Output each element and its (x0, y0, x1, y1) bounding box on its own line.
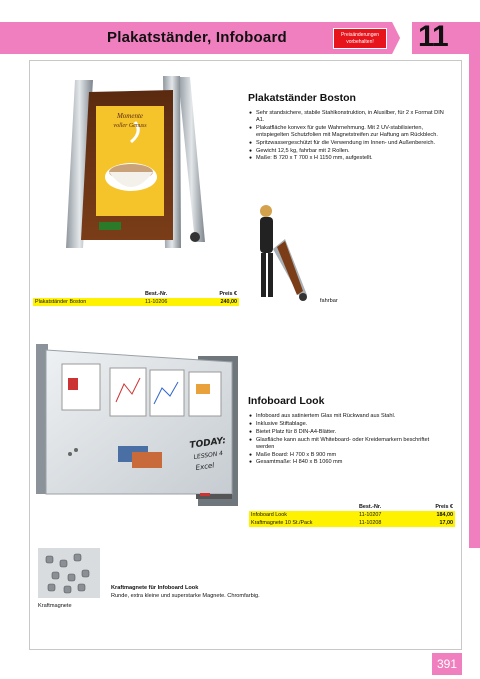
boston-title: Plakatständer Boston (248, 92, 356, 104)
list-item: ● Inklusive Stiftablage. (249, 421, 445, 428)
product-name: Plakatständer Boston (33, 298, 143, 306)
table-header: Best.-Nr. (359, 504, 382, 510)
list-item: ● Glasfläche kann auch mit Whiteboard- oder Kreidemarkern beschriftet werden (249, 437, 445, 451)
price: 184,00 (411, 511, 455, 519)
list-item: ● Gesamtmaße: H 840 x B 1060 mm (249, 459, 445, 466)
table-row (249, 511, 455, 519)
price: 240,00 (196, 298, 239, 306)
list-item: ● Bietet Platz für 8 DIN-A4-Blätter. (249, 429, 445, 436)
infoboard-title: Infoboard Look (248, 395, 325, 407)
whiteboard-text-1: TODAY: (189, 435, 227, 451)
price-change-badge (333, 28, 387, 49)
list-item: ● Maße: B 720 x T 700 x H 1150 mm, aufgestellt. (249, 155, 445, 162)
table-header: Best.-Nr. (145, 291, 168, 297)
table-header: Preis € (435, 504, 453, 510)
order-number: 11-10208 (357, 519, 411, 527)
list-item: ● Infoboard aus satiniertem Glas mit Rückwand aus Stahl. (249, 413, 445, 420)
infoboard-bullets (249, 413, 445, 467)
poster-text-2: voller Genuss (113, 123, 147, 129)
table-header: Preis € (219, 291, 237, 297)
whiteboard-text-2: LESSON 4 (193, 449, 224, 461)
price: 17,00 (411, 519, 455, 527)
poster-text-1: Momente (116, 112, 144, 120)
list-item: ● Spritzwassergeschützt für die Verwendung im Innen- und Außenbereich. (249, 140, 445, 147)
infoboard-order-table (249, 503, 455, 527)
list-item: ● Gewicht 12,5 kg, fahrbar mit 2 Rollen. (249, 148, 445, 155)
chapter-strip (469, 22, 480, 548)
magnets-caption: Kraftmagnete (38, 603, 72, 609)
table-row (249, 519, 455, 527)
boston-bullets (249, 110, 445, 163)
price-note-line1: Preisänderungen (340, 32, 380, 38)
list-item: ● Maße Board: H 700 x B 900 mm (249, 452, 445, 459)
page-title: Plakatständer, Infoboard (107, 29, 287, 46)
magnets-title: Kraftmagnete für Infoboard Look (111, 585, 199, 591)
list-item: ● Sehr standsichere, stabile Stahlkonstruktion, in Alusilber, für 2 x Format DIN A1. (249, 110, 445, 124)
fahrbar-caption: fahrbar (320, 298, 338, 304)
table-header-row (249, 503, 455, 511)
order-number: 11-10207 (357, 511, 411, 519)
woman-with-stand-image (255, 203, 315, 303)
whiteboard-text-3: Excel (195, 461, 215, 472)
table-header-row (33, 290, 239, 298)
infoboard-image (36, 344, 246, 508)
poster-stand-image (63, 72, 213, 248)
chevron-tab-icon (392, 22, 412, 54)
chapter-number: 11 (418, 20, 448, 53)
table-header (33, 290, 143, 298)
order-number: 11-10206 (143, 298, 196, 306)
magnets-image (38, 548, 100, 598)
product-name: Kraftmagnete 10 St./Pack (249, 519, 357, 527)
list-item: ● Plakatfläche konvex für gute Wahrnehmung. Mit 2 UV-stabilisierten, entspiegelten Schutzfolien mit Magnetstreifen zur Haftung am Rückblech. (249, 125, 445, 139)
page-number: 391 (432, 653, 462, 675)
magnets-description: Runde, extra kleine und superstarke Magnete. Chromfarbig. (111, 593, 260, 599)
price-note-line2: vorbehalten! (346, 39, 374, 45)
product-name: Infoboard Look (249, 511, 357, 519)
table-header (249, 503, 357, 511)
table-row (33, 298, 239, 306)
boston-order-table (33, 290, 239, 306)
